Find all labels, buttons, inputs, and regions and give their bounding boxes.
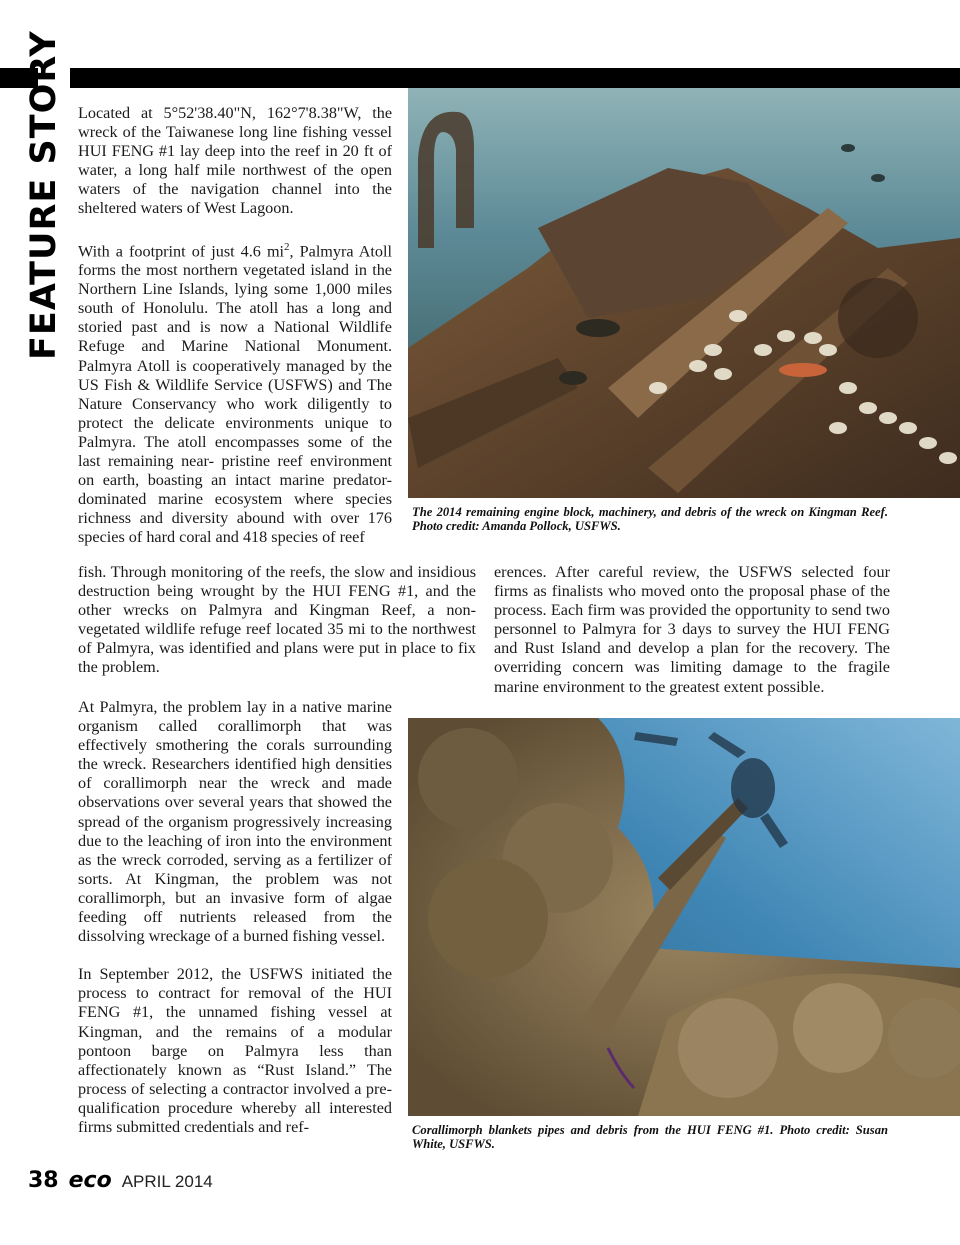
photo-1-caption: The 2014 remaining engine block, machinery, and debris of the wreck on Kingman Reef. Photo credit: Amanda Pollock, USFWS. (412, 505, 888, 533)
paragraph-3: At Palmyra, the problem lay in a native marine organism called corallimorph that was effectively smothering the corals surrounding the wreck. Researchers identified high densities of corallimorph near the wreck and made observations over several years that showed the spread of the organism progressively increasing due to the leaching of iron into the environment as the wreck corroded, serving as a fertilizer of sorts. At Kingman, the problem was not corallimorph, but an invasive form of algae feeding off nutrients released from the dissolving wreckage of a burned fishing vessel. (78, 698, 392, 946)
page-number: 38 (28, 1168, 59, 1193)
paragraph-4: In September 2012, the USFWS initiated the process to contract for removal of the HUI FENG #1, the unnamed fishing vessel at Kingman, and the remains of a modular pontoon barge on Palmyra less than affectionately known as “Rust Island.” The process of selecting a contractor involved a pre-qualification procedure whereby all interested firms submitted credentials and ref- (78, 965, 392, 1136)
paragraph-2-rest: , Palmyra Atoll forms the most northern vegetated island in the Northern Line Islands, lying some 1,000 miles south of Honolulu. The atoll has a long and storied past and is now a National Wildlife Refuge and Marine National Monument. Palmyra Atoll is cooperatively managed by the US Fish & Wildlife Service (USFWS) and The Nature Conservancy who work diligently to protect the delicate environments unique to Palmyra. The atoll encompasses some of the last remaining near- pristine reef environment on earth, boasting an intact marine predator-dominated marine ecosystem where species richness and diversity abound with over 176 species of hard coral and 418 species of reef (78, 241, 392, 547)
section-label: FEATURE STORY (24, 30, 64, 360)
article-column-top (78, 104, 392, 547)
paragraph-2-start: With a footprint of just 4.6 mi (78, 241, 285, 260)
article-column-right (494, 563, 890, 697)
article-column-lower (78, 698, 392, 1137)
page-footer (28, 1168, 213, 1193)
paragraph-right-1: erences. After careful review, the USFWS selected four firms as finalists who moved onto the proposal phase of the process. Each firm was provided the opportunity to send two personnel to Palmyra for 3 days to survey the HUI FENG and Rust Island and develop a plan for the recovery. The overriding concern was limiting damage to the fragile marine environment to the greatest extent possible. (494, 563, 890, 696)
magazine-name: eco (68, 1168, 112, 1193)
wreck-engine-illustration (408, 88, 960, 498)
wreck-engine-photo (408, 88, 960, 498)
corallimorph-illustration (408, 718, 960, 1116)
photo-2-caption: Corallimorph blankets pipes and debris from the HUI FENG #1. Photo credit: Susan White, USFWS. (412, 1123, 888, 1151)
paragraph-1: Located at 5°52'38.40"N, 162°7'8.38"W, the wreck of the Taiwanese long line fishing vessel HUI FENG #1 lay deep into the reef in 20 ft of water, a long half mile northwest of the open waters of the navigation channel into the sheltered waters of West Lagoon. (78, 104, 392, 218)
paragraph-2-superscript: 2 (284, 240, 290, 253)
paragraph-2 (78, 238, 392, 548)
header-rule (0, 68, 960, 88)
paragraph-2-continued: fish. Through monitoring of the reefs, the slow and insidious destruction being wrought by the HUI FENG #1, and the other wrecks on Palmyra and Kingman Reef, a non-vegetated wildlife refuge reef located 35 mi to the northwest of Palmyra, was identified and plans were put in place to fix the problem. (78, 563, 476, 677)
article-column-wide (78, 563, 476, 678)
corallimorph-photo (408, 718, 960, 1116)
issue-date: APRIL 2014 (121, 1172, 213, 1191)
